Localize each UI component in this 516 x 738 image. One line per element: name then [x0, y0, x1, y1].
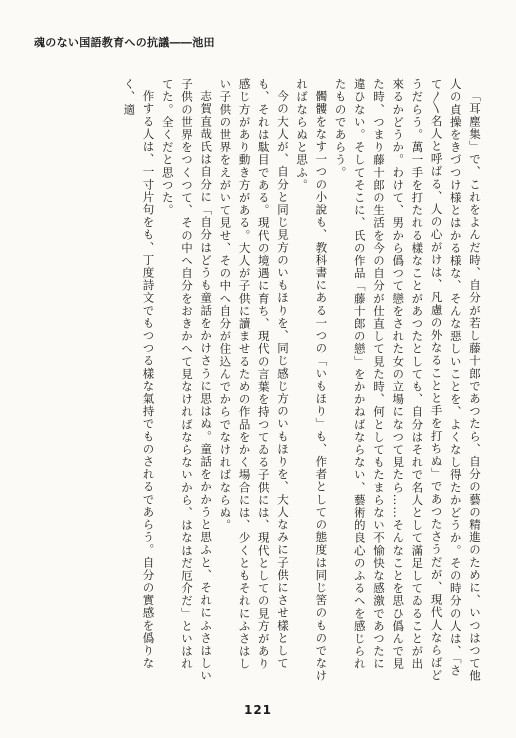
- running-title: 魂のない国語教育への抗議――池田: [34, 36, 215, 49]
- paragraph: 今の大人が、自分と同じ見方のいもほりを、同じ感じ方のいもほりを、大人なみに子供にさせ樣としても、それは駄目である。現代の境遇に育ち、現代の言葉を持つてゐる子供には、現代としての見方があり感じ方があり動き方がある。大人が子供に讀ませるための作品をかく場合には、少くともそれにふさはしい子供の世界をえがいて見せ、その中へ自分が住込んでからでなければならぬ。: [218, 78, 290, 671]
- paragraph: 「耳塵集」で、これをよんだ時、自分が若し藤十郎であつたら、自分の藝の精進のために、いつはつて他人の貞操をきづつけ様とはかる様な、そんな惡しいことを、よくなし得たかどうか。その時分の人は、「さて〳〵名人と呼ばる、人の心がけは、凡慮の外なることと手を打ちぬ」であつたさうだが、現代人ならばどうだらう。萬一手を打たれる樣なことがあつたとしても、自分はそれで名人として滿足してゐることが出來るかどうか。わけて、男から僞つて戀をされた女の立場になつて見たら……そんなことを思ひ僞んで見た時、つまり藤十郎の生活を今の自分が仕直して見た時、何としてもたまらない不愉快な感激であつたに違ひない。そしてそこに、氏の作品「藤十郎の戀」をかかねばならない、藝術的良心のふるへを感じられたものであらう。: [333, 78, 482, 682]
- paragraph: 作する人は、一寸片句をも、丁度詩文でもつつる樣な氣持でものされるであらう。自分の實感を僞りなく、適: [122, 78, 156, 670]
- page-number: 121: [243, 703, 273, 717]
- paragraph: 髑髏をなす一つの小說も、教科書にある一つの「いもほり」も、作者としての態度は同じ筈のものでなければならぬと思ふ。: [295, 78, 329, 682]
- body-text-column: [40, 78, 484, 682]
- running-header: [34, 26, 394, 60]
- paragraph: 志賀直哉氏は自分に「自分はどうも童話をかけさうに思はぬ。童話をかかうと思ふと、それにふさはしい子供の世界をつくつて、その中へ自分をおきかへて見なければならないから、はなはだ厄介だ」といはれてた。全くだと思つた。: [160, 78, 214, 682]
